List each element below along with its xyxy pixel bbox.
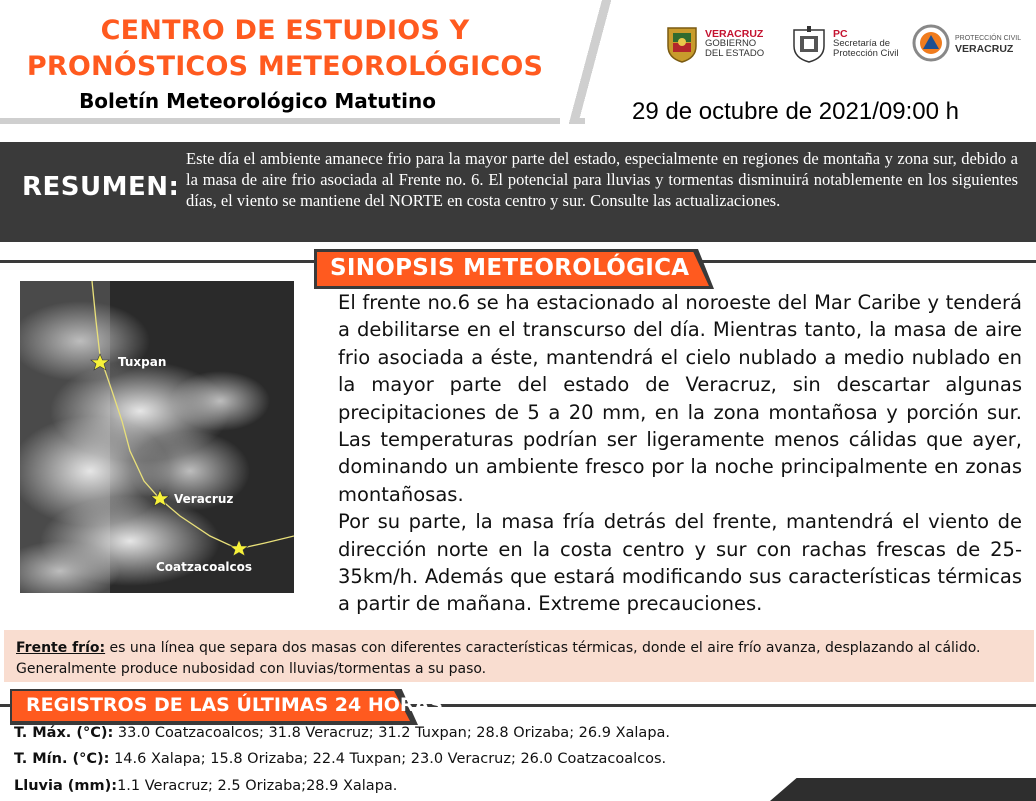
bulletin-date: 29 de octubre de 2021/09:00 h [632, 98, 959, 125]
map-label-veracruz: Veracruz [174, 492, 234, 506]
bulletin-subtitle: Boletín Meteorológico Matutino [79, 89, 436, 113]
synopsis-paragraph-1: El frente no.6 se ha estacionado al noroeste del Mar Caribe y tenderá a debilitarse en el transcurso del día. Mientras tanto, la masa de aire frio asociada a éste, mantendrá el cielo nublado a medio nublado en la mayor parte del estado de Veracruz, sin descartar algunas precipitaciones de 5 a 20 mm, en la zona montañosa y porción sur. Las temperaturas podrían ser ligeramente menos cálidas que ayer, dominando un ambiente fresco por la noche principalmente en zonas montañosas. [338, 291, 1022, 506]
records-heading: REGISTROS DE LAS ÚLTIMAS 24 HORAS [26, 694, 443, 716]
veracruz-logo-text: VERACRUZ GOBIERNO DEL ESTADO [705, 28, 765, 59]
definition-term: Frente frío: [16, 640, 106, 656]
veracruz-government-logo [664, 24, 764, 64]
proteccion-logo-text: PROTECCIÓN CIVIL VERACRUZ [955, 34, 1022, 55]
summary-label: RESUMEN: [22, 172, 180, 202]
definition-text [16, 638, 1028, 680]
pc-logo-text: PC Secretaría de Protección Civil [833, 28, 899, 59]
record-max-temp: T. Máx. (°C): 33.0 Coatzacoalcos; 31.8 Veracruz; 31.2 Tuxpan; 28.8 Orizaba; 26.9 Xalapa. [14, 725, 671, 741]
synopsis-body [338, 289, 1022, 618]
veracruz-shield-icon [664, 24, 700, 64]
map-label-tuxpan: Tuxpan [118, 355, 167, 369]
satellite-image [20, 281, 294, 593]
proteccion-civil-logo [912, 24, 1021, 62]
record-rain: Lluvia (mm):1.1 Veracruz; 2.5 Orizaba;28.9 Xalapa. [14, 778, 398, 794]
record-min-temp: T. Mín. (°C): 14.6 Xalapa; 15.8 Orizaba; 22.4 Tuxpan; 23.0 Veracruz; 26.0 Coatzacoalcos. [14, 751, 667, 767]
pc-secretaria-logo [790, 24, 898, 64]
summary-text: Este día el ambiente amanece frio para la mayor parte del estado, especialmente en regiones de montaña y zona sur, debido a la masa de aire frio asociada al Frente no. 6. El potencial para lluvias y tormentas disminuirá notablemente en los siguientes días, el viento se mantiene del NORTE en costa centro y sur. Consulte las actualizaciones. [186, 149, 1018, 210]
synopsis-heading: SINOPSIS METEOROLÓGICA [330, 255, 690, 281]
bulletin-title-line1: CENTRO DE ESTUDIOS Y [100, 15, 470, 46]
satellite-map [20, 281, 294, 593]
definition-body: es una línea que separa dos masas con diferentes características térmicas, donde el aire frío avanza, desplazando al cálido. Generalmente produce nubosidad con lluvias/tormentas a su paso. [16, 640, 981, 677]
map-label-coatzacoalcos: Coatzacoalcos [156, 560, 253, 574]
proteccion-civil-icon [912, 24, 950, 62]
footer-corner-decoration [770, 778, 1036, 801]
pc-emblem-icon [790, 24, 828, 64]
synopsis-paragraph-2: Por su parte, la masa fría detrás del frente, mantendrá el viento de dirección norte en la costa centro y sur con rachas frescas de 25-35km/h. Además que estará modificando sus características térmicas a partir de mañana. Extreme precauciones. [338, 510, 1022, 616]
bulletin-title-line2: PRONÓSTICOS METEOROLÓGICOS [26, 51, 544, 82]
